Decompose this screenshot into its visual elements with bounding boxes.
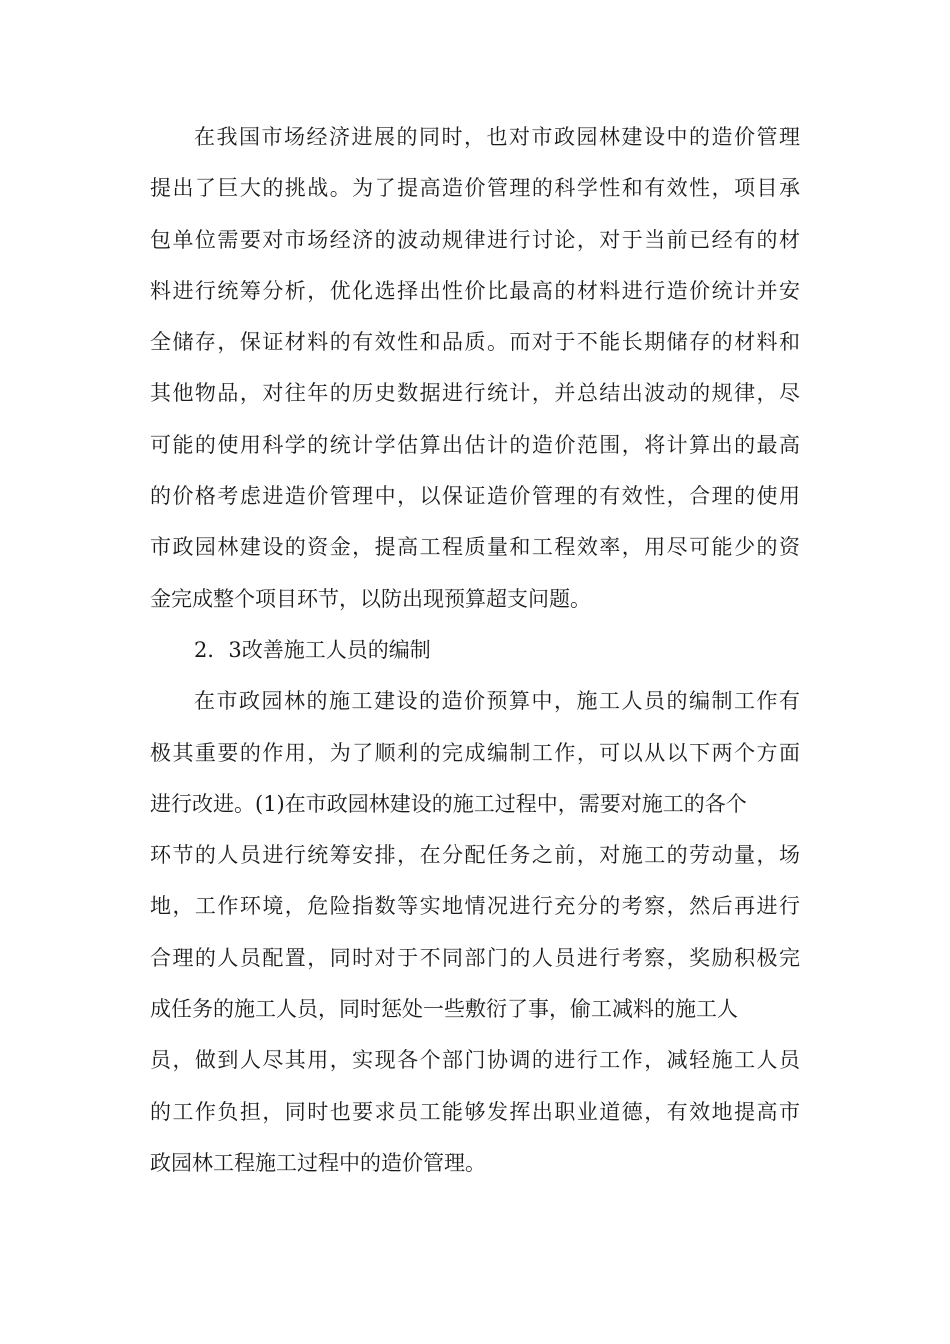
paragraph-line: 金完成整个项目环节，以防出现预算超支问题。: [150, 586, 591, 611]
paragraph-line: 其他物品，对往年的历史数据进行统计，并总结出波动的规律，尽: [150, 381, 800, 406]
paragraph-line: 料进行统筹分析，优化选择出性价比最高的材料进行造价统计并安: [150, 278, 800, 303]
paragraph-line: 成任务的施工人员，同时惩处一些敷衍了事，偷工减料的施工人: [150, 997, 738, 1022]
paragraph-line: 的工作负担，同时也要求员工能够发挥出职业道德，有效地提高市: [150, 1099, 800, 1124]
paragraph-line: 合理的人员配置，同时对于不同部门的人员进行考察，奖励积极完: [150, 945, 800, 970]
paragraph-line: 的价格考虑进造价管理中，以保证造价管理的有效性，合理的使用: [150, 484, 800, 509]
paragraph-line: 地，工作环境，危险指数等实地情况进行充分的考察，然后再进行: [150, 894, 800, 919]
paragraph-2: [150, 676, 800, 1189]
paragraph-line: 环节的人员进行统筹安排，在分配任务之前，对施工的劳动量，场: [150, 843, 800, 868]
paragraph-line: 进行改进。(1)在市政园林建设的施工过程中，需要对施工的各个: [150, 791, 747, 816]
paragraph-1: [150, 112, 800, 625]
section-heading: 2．3改善施工人员的编制: [194, 637, 431, 662]
paragraph-line: 提出了巨大的挑战。为了提高造价管理的科学性和有效性，项目承: [150, 176, 800, 201]
paragraph-line: 可能的使用科学的统计学估算出估计的造价范围，将计算出的最高: [150, 432, 800, 457]
paragraph-line: 在我国市场经济进展的同时，也对市政园林建设中的造价管理: [194, 125, 800, 149]
paragraph-line: 包单位需要对市场经济的波动规律进行讨论，对于当前已经有的材: [150, 227, 800, 252]
paragraph-line: 极其重要的作用，为了顺利的完成编制工作，可以从以下两个方面: [150, 740, 800, 765]
paragraph-line: 政园林工程施工过程中的造价管理。: [150, 1150, 486, 1175]
paragraph-line: 在市政园林的施工建设的造价预算中，施工人员的编制工作有: [194, 689, 800, 714]
paragraph-line: 市政园林建设的资金，提高工程质量和工程效率，用尽可能少的资: [150, 535, 800, 560]
paragraph-line: 全储存，保证材料的有效性和品质。而对于不能长期储存的材料和: [150, 330, 800, 355]
document-body: [150, 112, 800, 1189]
paragraph-line: 员，做到人尽其用，实现各个部门协调的进行工作，减轻施工人员: [150, 1048, 800, 1073]
